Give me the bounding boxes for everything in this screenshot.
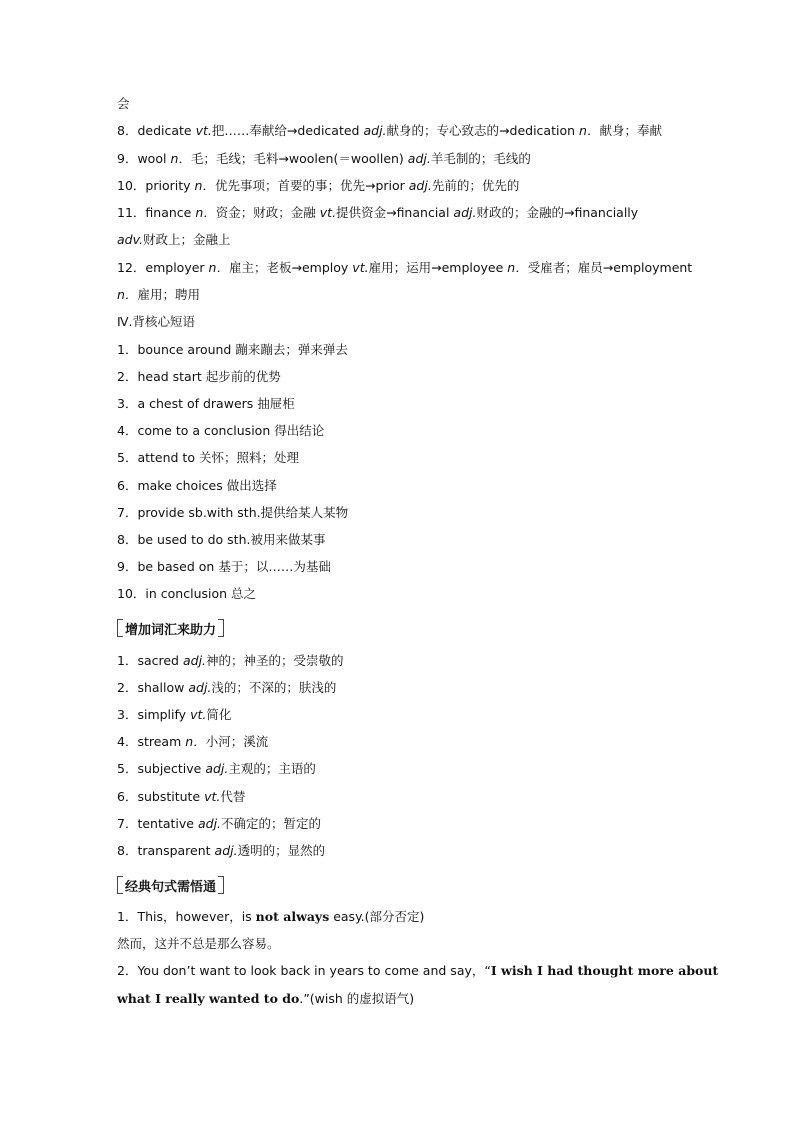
sentence-2: 2．You don’t want to look back in years to come and say，“I wish I had thought more about xyxy=(117,963,719,978)
extra-word-item: 7．tentative adj.不确定的；暂定的 xyxy=(117,816,322,831)
arrow-icon: → xyxy=(386,205,397,220)
vocab-item-12-cont: n．雇用；聘用 xyxy=(117,287,200,302)
phrase-item: 7．provide sb.with sth.提供给某人某物 xyxy=(117,505,349,520)
vocab-item-11: 11．finance n．资金；财政；金融 vt.提供资金→financial adj.财政的；金融的→financially xyxy=(117,205,639,220)
sentence-1: 1．This，however，is not always easy.(部分否定) xyxy=(117,909,425,924)
vocab-item-10: 10．priority n．优先事项；首要的事；优先→prior adj.先前的；优先的 xyxy=(117,178,520,193)
extra-word-item: 1．sacred adj.神的；神圣的；受崇敬的 xyxy=(117,653,344,668)
bracket-right-icon xyxy=(218,876,224,894)
phrase-item: 3．a chest of drawers 抽屉柜 xyxy=(117,396,295,411)
extra-word-item: 8．transparent adj.透明的；显然的 xyxy=(117,843,326,858)
continued-fragment: 会 xyxy=(117,96,130,111)
vocab-item-12: 12．employer n．雇主；老板→employ vt.雇用；运用→employee n．受雇者；雇员→employment xyxy=(117,260,693,275)
arrow-icon: → xyxy=(563,205,575,220)
phrase-item: 2．head start 起步前的优势 xyxy=(117,369,281,384)
extra-word-item: 4．stream n．小河；溪流 xyxy=(117,734,269,749)
vocab-item-8: 8．dedicate vt.把……奉献给→dedicated adj.献身的；专心致志的→dedication n．献身；奉献 xyxy=(117,123,662,138)
sentence-2-cont: what I really wanted to do.”(wish 的虚拟语气) xyxy=(117,991,415,1006)
arrow-icon: → xyxy=(291,260,302,275)
extra-word-item: 6．substitute vt.代替 xyxy=(117,789,246,804)
arrow-icon: → xyxy=(278,151,289,166)
bracket-left-icon xyxy=(117,876,123,894)
phrase-item: 4．come to a conclusion 得出结论 xyxy=(117,423,325,438)
sentence-1-translation: 然而，这并不总是那么容易。 xyxy=(117,936,280,951)
section-title-phrases: Ⅳ.背核心短语 xyxy=(117,314,196,329)
vocab-item-11-cont: adv.财政上；金融上 xyxy=(117,232,231,247)
arrow-icon: → xyxy=(499,123,510,138)
section-heading-extra-vocab: 增加词汇来助力 xyxy=(117,619,224,640)
bracket-right-icon xyxy=(218,619,224,637)
extra-word-item: 3．simplify vt.简化 xyxy=(117,707,232,722)
phrase-item: 5．attend to 关怀；照料；处理 xyxy=(117,450,299,465)
arrow-icon: → xyxy=(286,123,298,138)
section-heading-sentences: 经典句式需悟通 xyxy=(117,876,224,897)
phrase-item: 6．make choices 做出选择 xyxy=(117,478,277,493)
arrow-icon: → xyxy=(431,260,442,275)
extra-word-item: 2．shallow adj.浅的；不深的；肤浅的 xyxy=(117,680,337,695)
phrase-item: 10．in conclusion 总之 xyxy=(117,586,257,601)
phrase-item: 1．bounce around 蹦来蹦去；弹来弹去 xyxy=(117,342,348,357)
arrow-icon: → xyxy=(364,178,376,193)
phrase-item: 8．be used to do sth.被用来做某事 xyxy=(117,532,326,547)
phrase-item: 9．be based on 基于；以……为基础 xyxy=(117,559,331,574)
extra-word-item: 5．subjective adj.主观的；主语的 xyxy=(117,761,316,776)
vocab-item-9: 9．wool n．毛；毛线；毛料→woolen(＝woollen) adj.羊毛制的；毛线的 xyxy=(117,151,531,166)
bracket-left-icon xyxy=(117,619,123,637)
arrow-icon: → xyxy=(602,260,614,275)
